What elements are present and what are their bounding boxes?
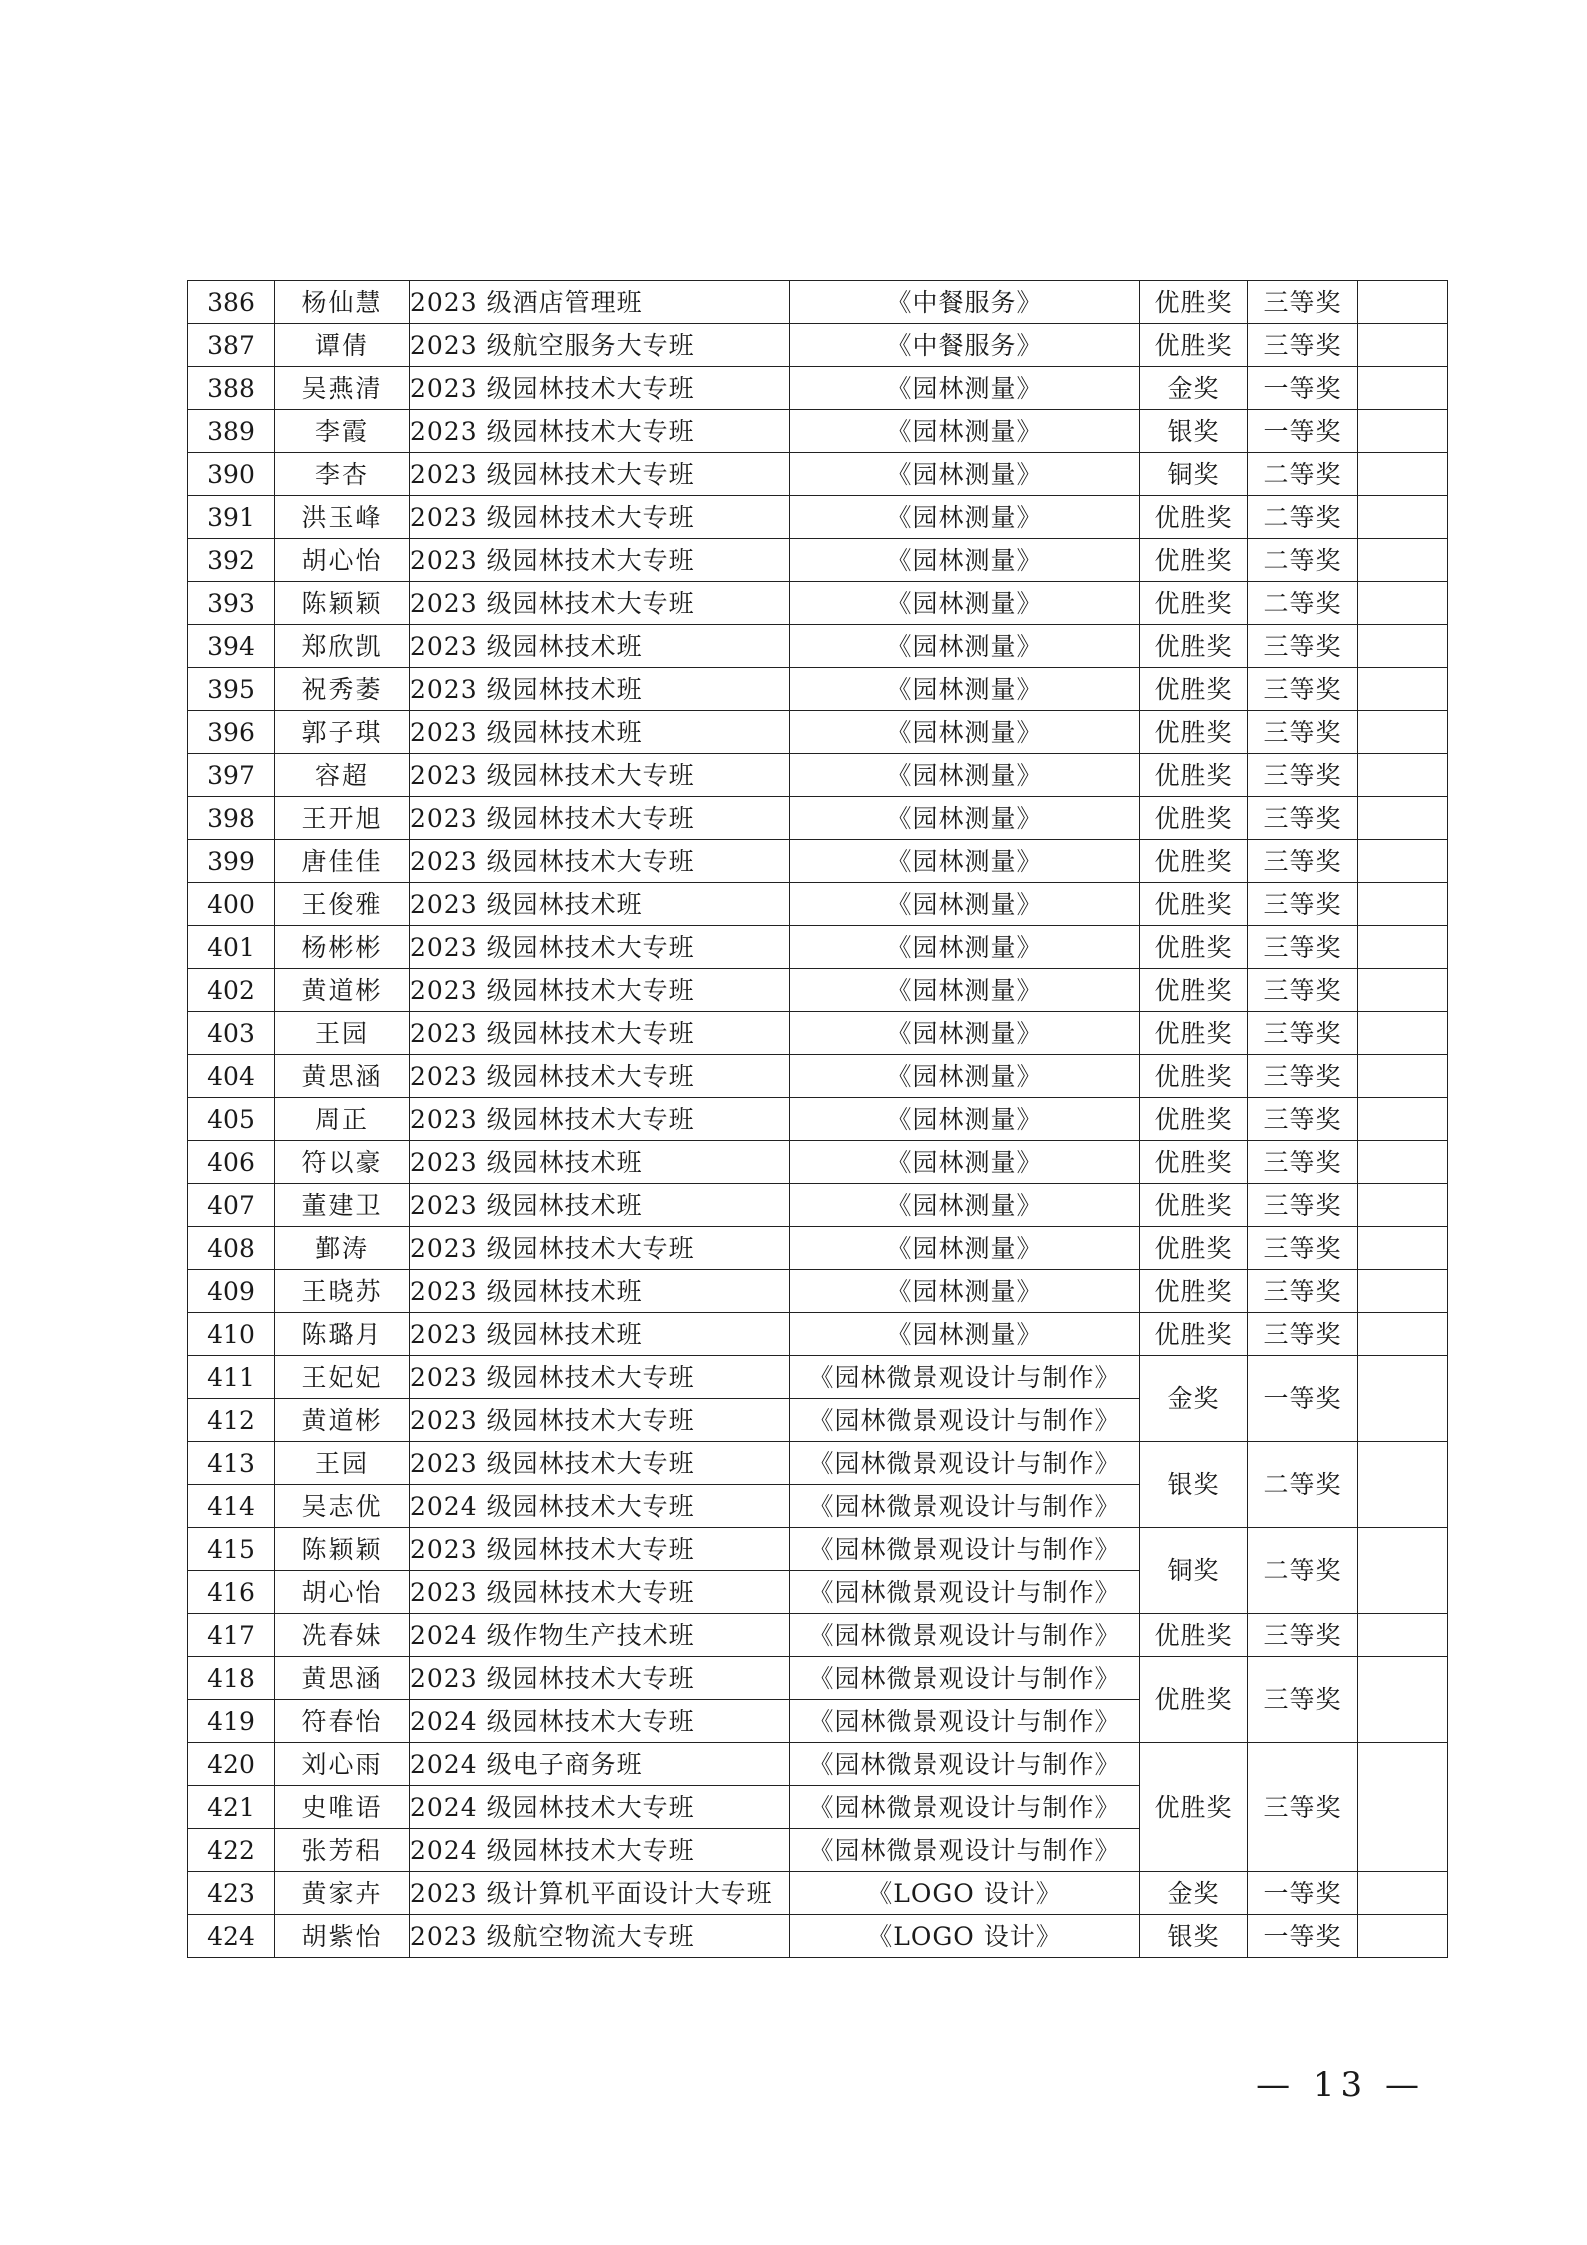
student-name: 李霞 <box>275 410 410 453</box>
award-grade: 三等奖 <box>1248 1141 1358 1184</box>
work-title: 《园林测量》 <box>790 1227 1140 1270</box>
row-number: 423 <box>188 1872 275 1915</box>
remark-cell <box>1358 926 1448 969</box>
student-name: 张芳稆 <box>275 1829 410 1872</box>
table-row <box>188 582 1448 625</box>
row-number: 406 <box>188 1141 275 1184</box>
award-level: 优胜奖 <box>1140 1098 1248 1141</box>
student-name: 冼春妹 <box>275 1614 410 1657</box>
table-row <box>188 1872 1448 1915</box>
class-name: 2023 级园林技术大专班 <box>410 453 790 496</box>
award-level: 优胜奖 <box>1140 1012 1248 1055</box>
award-level: 优胜奖 <box>1140 840 1248 883</box>
award-level: 优胜奖 <box>1140 625 1248 668</box>
remark-cell <box>1358 1012 1448 1055</box>
student-name: 王妃妃 <box>275 1356 410 1399</box>
remark-cell <box>1358 969 1448 1012</box>
award-grade: 三等奖 <box>1248 1055 1358 1098</box>
work-title: 《园林微景观设计与制作》 <box>790 1786 1140 1829</box>
remark-cell <box>1358 1141 1448 1184</box>
work-title: 《园林测量》 <box>790 367 1140 410</box>
student-name: 董建卫 <box>275 1184 410 1227</box>
award-grade: 三等奖 <box>1248 797 1358 840</box>
student-name: 容超 <box>275 754 410 797</box>
row-number: 388 <box>188 367 275 410</box>
class-name: 2023 级园林技术班 <box>410 625 790 668</box>
class-name: 2024 级园林技术大专班 <box>410 1700 790 1743</box>
student-name: 唐佳佳 <box>275 840 410 883</box>
row-number: 416 <box>188 1571 275 1614</box>
award-grade: 三等奖 <box>1248 840 1358 883</box>
award-level: 优胜奖 <box>1140 496 1248 539</box>
row-number: 420 <box>188 1743 275 1786</box>
class-name: 2023 级园林技术大专班 <box>410 926 790 969</box>
student-name: 陈颖颖 <box>275 1528 410 1571</box>
award-level: 优胜奖 <box>1140 668 1248 711</box>
work-title: 《园林微景观设计与制作》 <box>790 1356 1140 1399</box>
remark-cell <box>1358 625 1448 668</box>
work-title: 《园林测量》 <box>790 926 1140 969</box>
remark-cell <box>1358 1098 1448 1141</box>
table-row <box>188 1227 1448 1270</box>
class-name: 2024 级电子商务班 <box>410 1743 790 1786</box>
row-number: 389 <box>188 410 275 453</box>
award-grade: 三等奖 <box>1248 1227 1358 1270</box>
class-name: 2023 级园林技术大专班 <box>410 1528 790 1571</box>
row-number: 390 <box>188 453 275 496</box>
row-number: 424 <box>188 1915 275 1958</box>
student-name: 刘心雨 <box>275 1743 410 1786</box>
award-grade: 三等奖 <box>1248 1657 1358 1743</box>
table-row <box>188 1743 1448 1786</box>
remark-cell <box>1358 840 1448 883</box>
award-level: 优胜奖 <box>1140 883 1248 926</box>
remark-cell <box>1358 1915 1448 1958</box>
table-row <box>188 367 1448 410</box>
student-name: 吴燕清 <box>275 367 410 410</box>
class-name: 2023 级园林技术大专班 <box>410 1399 790 1442</box>
remark-cell <box>1358 324 1448 367</box>
row-number: 410 <box>188 1313 275 1356</box>
class-name: 2023 级园林技术大专班 <box>410 367 790 410</box>
work-title: 《园林微景观设计与制作》 <box>790 1399 1140 1442</box>
row-number: 412 <box>188 1399 275 1442</box>
remark-cell <box>1358 410 1448 453</box>
award-level: 优胜奖 <box>1140 1227 1248 1270</box>
award-level: 铜奖 <box>1140 453 1248 496</box>
student-name: 胡心怡 <box>275 1571 410 1614</box>
class-name: 2023 级园林技术大专班 <box>410 410 790 453</box>
remark-cell <box>1358 711 1448 754</box>
student-name: 符春怡 <box>275 1700 410 1743</box>
student-name: 陈颖颖 <box>275 582 410 625</box>
remark-cell <box>1358 754 1448 797</box>
row-number: 403 <box>188 1012 275 1055</box>
award-grade: 二等奖 <box>1248 496 1358 539</box>
remark-cell <box>1358 281 1448 324</box>
work-title: 《园林测量》 <box>790 453 1140 496</box>
table-row <box>188 1356 1448 1399</box>
class-name: 2023 级园林技术大专班 <box>410 1055 790 1098</box>
work-title: 《园林测量》 <box>790 711 1140 754</box>
class-name: 2023 级园林技术班 <box>410 711 790 754</box>
student-name: 符以豪 <box>275 1141 410 1184</box>
student-name: 黄道彬 <box>275 1399 410 1442</box>
student-name: 胡紫怡 <box>275 1915 410 1958</box>
remark-cell <box>1358 1270 1448 1313</box>
student-name: 杨彬彬 <box>275 926 410 969</box>
award-level: 银奖 <box>1140 410 1248 453</box>
remark-cell <box>1358 1055 1448 1098</box>
work-title: 《园林测量》 <box>790 969 1140 1012</box>
award-grade: 三等奖 <box>1248 1270 1358 1313</box>
award-grade: 三等奖 <box>1248 281 1358 324</box>
student-name: 鄞涛 <box>275 1227 410 1270</box>
award-level: 金奖 <box>1140 367 1248 410</box>
row-number: 394 <box>188 625 275 668</box>
class-name: 2024 级园林技术大专班 <box>410 1786 790 1829</box>
award-level: 优胜奖 <box>1140 969 1248 1012</box>
student-name: 郑欣凯 <box>275 625 410 668</box>
remark-cell <box>1358 496 1448 539</box>
class-name: 2023 级园林技术班 <box>410 668 790 711</box>
award-level: 优胜奖 <box>1140 797 1248 840</box>
row-number: 400 <box>188 883 275 926</box>
award-grade: 三等奖 <box>1248 926 1358 969</box>
row-number: 404 <box>188 1055 275 1098</box>
table-row <box>188 1012 1448 1055</box>
award-level: 优胜奖 <box>1140 754 1248 797</box>
award-level: 金奖 <box>1140 1872 1248 1915</box>
row-number: 408 <box>188 1227 275 1270</box>
work-title: 《中餐服务》 <box>790 324 1140 367</box>
page-number: — 13 — <box>1256 2065 1425 2105</box>
remark-cell <box>1358 539 1448 582</box>
table-row <box>188 840 1448 883</box>
table-row <box>188 1657 1448 1700</box>
award-grade: 三等奖 <box>1248 324 1358 367</box>
row-number: 405 <box>188 1098 275 1141</box>
student-name: 黄思涵 <box>275 1657 410 1700</box>
remark-cell <box>1358 668 1448 711</box>
class-name: 2023 级园林技术大专班 <box>410 1356 790 1399</box>
remark-cell <box>1358 1657 1448 1743</box>
award-grade: 三等奖 <box>1248 1012 1358 1055</box>
award-grade: 二等奖 <box>1248 453 1358 496</box>
award-grade: 二等奖 <box>1248 1442 1358 1528</box>
row-number: 393 <box>188 582 275 625</box>
remark-cell <box>1358 883 1448 926</box>
student-name: 谭倩 <box>275 324 410 367</box>
award-grade: 二等奖 <box>1248 582 1358 625</box>
work-title: 《园林测量》 <box>790 668 1140 711</box>
award-level: 优胜奖 <box>1140 1141 1248 1184</box>
remark-cell <box>1358 1227 1448 1270</box>
row-number: 415 <box>188 1528 275 1571</box>
student-name: 王晓苏 <box>275 1270 410 1313</box>
remark-cell <box>1358 1313 1448 1356</box>
award-level: 金奖 <box>1140 1356 1248 1442</box>
work-title: 《LOGO 设计》 <box>790 1872 1140 1915</box>
award-grade: 一等奖 <box>1248 1356 1358 1442</box>
student-name: 陈璐月 <box>275 1313 410 1356</box>
work-title: 《园林微景观设计与制作》 <box>790 1829 1140 1872</box>
class-name: 2023 级园林技术大专班 <box>410 797 790 840</box>
work-title: 《园林微景观设计与制作》 <box>790 1571 1140 1614</box>
table-row <box>188 453 1448 496</box>
row-number: 414 <box>188 1485 275 1528</box>
class-name: 2023 级园林技术大专班 <box>410 1442 790 1485</box>
class-name: 2024 级园林技术大专班 <box>410 1829 790 1872</box>
table-row <box>188 496 1448 539</box>
award-table-body <box>188 281 1448 1958</box>
row-number: 402 <box>188 969 275 1012</box>
student-name: 王园 <box>275 1012 410 1055</box>
remark-cell <box>1358 1743 1448 1872</box>
row-number: 395 <box>188 668 275 711</box>
table-row <box>188 926 1448 969</box>
class-name: 2023 级园林技术班 <box>410 883 790 926</box>
work-title: 《园林测量》 <box>790 1141 1140 1184</box>
row-number: 407 <box>188 1184 275 1227</box>
student-name: 杨仙慧 <box>275 281 410 324</box>
work-title: 《园林测量》 <box>790 797 1140 840</box>
remark-cell <box>1358 797 1448 840</box>
row-number: 399 <box>188 840 275 883</box>
award-grade: 三等奖 <box>1248 625 1358 668</box>
class-name: 2023 级园林技术班 <box>410 1270 790 1313</box>
work-title: 《园林测量》 <box>790 883 1140 926</box>
award-grade: 三等奖 <box>1248 1098 1358 1141</box>
work-title: 《园林测量》 <box>790 1012 1140 1055</box>
student-name: 洪玉峰 <box>275 496 410 539</box>
table-row <box>188 1614 1448 1657</box>
award-grade: 二等奖 <box>1248 539 1358 582</box>
award-grade: 一等奖 <box>1248 410 1358 453</box>
award-level: 铜奖 <box>1140 1528 1248 1614</box>
row-number: 398 <box>188 797 275 840</box>
table-row <box>188 1270 1448 1313</box>
work-title: 《园林测量》 <box>790 539 1140 582</box>
table-row <box>188 281 1448 324</box>
class-name: 2023 级酒店管理班 <box>410 281 790 324</box>
award-level: 优胜奖 <box>1140 1313 1248 1356</box>
class-name: 2023 级园林技术大专班 <box>410 1571 790 1614</box>
row-number: 421 <box>188 1786 275 1829</box>
student-name: 祝秀萎 <box>275 668 410 711</box>
class-name: 2023 级计算机平面设计大专班 <box>410 1872 790 1915</box>
work-title: 《LOGO 设计》 <box>790 1915 1140 1958</box>
class-name: 2023 级园林技术班 <box>410 1313 790 1356</box>
student-name: 胡心怡 <box>275 539 410 582</box>
remark-cell <box>1358 453 1448 496</box>
award-grade: 三等奖 <box>1248 883 1358 926</box>
student-name: 吴志优 <box>275 1485 410 1528</box>
class-name: 2023 级园林技术大专班 <box>410 1657 790 1700</box>
class-name: 2024 级作物生产技术班 <box>410 1614 790 1657</box>
remark-cell <box>1358 1184 1448 1227</box>
row-number: 396 <box>188 711 275 754</box>
table-row <box>188 1915 1448 1958</box>
remark-cell <box>1358 1528 1448 1614</box>
student-name: 王俊雅 <box>275 883 410 926</box>
award-grade: 二等奖 <box>1248 1528 1358 1614</box>
award-grade: 一等奖 <box>1248 1872 1358 1915</box>
table-row <box>188 711 1448 754</box>
table-row <box>188 883 1448 926</box>
award-table <box>187 280 1448 1958</box>
work-title: 《园林测量》 <box>790 754 1140 797</box>
class-name: 2023 级园林技术大专班 <box>410 969 790 1012</box>
award-grade: 一等奖 <box>1248 1915 1358 1958</box>
row-number: 391 <box>188 496 275 539</box>
award-grade: 三等奖 <box>1248 668 1358 711</box>
work-title: 《园林测量》 <box>790 1098 1140 1141</box>
table-row <box>188 969 1448 1012</box>
student-name: 郭子琪 <box>275 711 410 754</box>
table-row <box>188 539 1448 582</box>
remark-cell <box>1358 1872 1448 1915</box>
class-name: 2023 级园林技术大专班 <box>410 754 790 797</box>
row-number: 392 <box>188 539 275 582</box>
work-title: 《园林测量》 <box>790 496 1140 539</box>
student-name: 黄道彬 <box>275 969 410 1012</box>
class-name: 2023 级园林技术大专班 <box>410 840 790 883</box>
award-level: 优胜奖 <box>1140 539 1248 582</box>
table-row <box>188 797 1448 840</box>
award-level: 优胜奖 <box>1140 926 1248 969</box>
class-name: 2023 级航空服务大专班 <box>410 324 790 367</box>
award-level: 优胜奖 <box>1140 1743 1248 1872</box>
class-name: 2023 级园林技术班 <box>410 1141 790 1184</box>
award-level: 优胜奖 <box>1140 281 1248 324</box>
award-level: 银奖 <box>1140 1915 1248 1958</box>
class-name: 2023 级航空物流大专班 <box>410 1915 790 1958</box>
student-name: 王园 <box>275 1442 410 1485</box>
row-number: 411 <box>188 1356 275 1399</box>
class-name: 2023 级园林技术大专班 <box>410 1098 790 1141</box>
work-title: 《园林测量》 <box>790 582 1140 625</box>
student-name: 黄家卉 <box>275 1872 410 1915</box>
award-level: 优胜奖 <box>1140 1614 1248 1657</box>
table-row <box>188 324 1448 367</box>
award-grade: 三等奖 <box>1248 754 1358 797</box>
work-title: 《中餐服务》 <box>790 281 1140 324</box>
award-grade: 三等奖 <box>1248 1743 1358 1872</box>
award-grade: 三等奖 <box>1248 711 1358 754</box>
work-title: 《园林微景观设计与制作》 <box>790 1485 1140 1528</box>
remark-cell <box>1358 367 1448 410</box>
table-row <box>188 1098 1448 1141</box>
table-row <box>188 1528 1448 1571</box>
class-name: 2023 级园林技术班 <box>410 1184 790 1227</box>
class-name: 2023 级园林技术大专班 <box>410 539 790 582</box>
work-title: 《园林微景观设计与制作》 <box>790 1528 1140 1571</box>
table-row <box>188 625 1448 668</box>
work-title: 《园林测量》 <box>790 1055 1140 1098</box>
row-number: 397 <box>188 754 275 797</box>
table-row <box>188 1442 1448 1485</box>
award-level: 优胜奖 <box>1140 1184 1248 1227</box>
row-number: 413 <box>188 1442 275 1485</box>
award-grade: 三等奖 <box>1248 1184 1358 1227</box>
table-row <box>188 668 1448 711</box>
award-grade: 三等奖 <box>1248 1614 1358 1657</box>
work-title: 《园林测量》 <box>790 1270 1140 1313</box>
table-row <box>188 410 1448 453</box>
table-row <box>188 1055 1448 1098</box>
table-row <box>188 1141 1448 1184</box>
remark-cell <box>1358 582 1448 625</box>
class-name: 2023 级园林技术大专班 <box>410 1227 790 1270</box>
work-title: 《园林测量》 <box>790 1184 1140 1227</box>
award-grade: 一等奖 <box>1248 367 1358 410</box>
row-number: 418 <box>188 1657 275 1700</box>
remark-cell <box>1358 1356 1448 1442</box>
row-number: 409 <box>188 1270 275 1313</box>
student-name: 黄思涵 <box>275 1055 410 1098</box>
row-number: 419 <box>188 1700 275 1743</box>
award-level: 优胜奖 <box>1140 324 1248 367</box>
class-name: 2024 级园林技术大专班 <box>410 1485 790 1528</box>
award-level: 优胜奖 <box>1140 1657 1248 1743</box>
class-name: 2023 级园林技术大专班 <box>410 496 790 539</box>
remark-cell <box>1358 1442 1448 1528</box>
class-name: 2023 级园林技术大专班 <box>410 582 790 625</box>
work-title: 《园林微景观设计与制作》 <box>790 1442 1140 1485</box>
student-name: 周正 <box>275 1098 410 1141</box>
row-number: 422 <box>188 1829 275 1872</box>
student-name: 史唯语 <box>275 1786 410 1829</box>
student-name: 李杏 <box>275 453 410 496</box>
work-title: 《园林测量》 <box>790 410 1140 453</box>
work-title: 《园林微景观设计与制作》 <box>790 1743 1140 1786</box>
class-name: 2023 级园林技术大专班 <box>410 1012 790 1055</box>
work-title: 《园林测量》 <box>790 1313 1140 1356</box>
award-level: 优胜奖 <box>1140 582 1248 625</box>
award-level: 银奖 <box>1140 1442 1248 1528</box>
award-grade: 三等奖 <box>1248 1313 1358 1356</box>
student-name: 王开旭 <box>275 797 410 840</box>
work-title: 《园林测量》 <box>790 840 1140 883</box>
work-title: 《园林微景观设计与制作》 <box>790 1700 1140 1743</box>
work-title: 《园林微景观设计与制作》 <box>790 1657 1140 1700</box>
row-number: 401 <box>188 926 275 969</box>
award-grade: 三等奖 <box>1248 969 1358 1012</box>
award-level: 优胜奖 <box>1140 1270 1248 1313</box>
award-level: 优胜奖 <box>1140 711 1248 754</box>
remark-cell <box>1358 1614 1448 1657</box>
award-level: 优胜奖 <box>1140 1055 1248 1098</box>
row-number: 386 <box>188 281 275 324</box>
work-title: 《园林测量》 <box>790 625 1140 668</box>
row-number: 387 <box>188 324 275 367</box>
table-row <box>188 1184 1448 1227</box>
table-row <box>188 1313 1448 1356</box>
row-number: 417 <box>188 1614 275 1657</box>
table-row <box>188 754 1448 797</box>
work-title: 《园林微景观设计与制作》 <box>790 1614 1140 1657</box>
